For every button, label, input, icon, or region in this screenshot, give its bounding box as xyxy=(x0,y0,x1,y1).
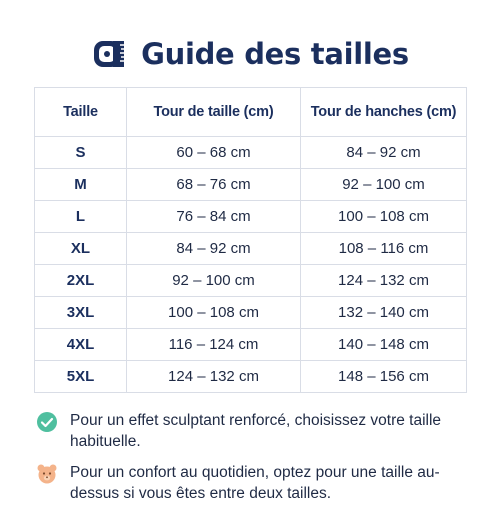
column-header-hips: Tour de hanches (cm) xyxy=(301,88,467,137)
waist-cell: 116 – 124 cm xyxy=(127,329,301,361)
check-circle-icon xyxy=(36,411,58,433)
hips-cell: 124 – 132 cm xyxy=(301,265,467,297)
column-header-waist: Tour de taille (cm) xyxy=(127,88,301,137)
size-cell: 2XL xyxy=(35,265,127,297)
size-cell: 5XL xyxy=(35,361,127,393)
table-row xyxy=(35,265,467,297)
size-advice-notes xyxy=(36,410,476,514)
waist-cell: 100 – 108 cm xyxy=(127,297,301,329)
hips-cell: 108 – 116 cm xyxy=(301,233,467,265)
page-header xyxy=(0,26,500,82)
table-header-row xyxy=(35,88,467,137)
size-cell: XL xyxy=(35,233,127,265)
page-title: Guide des tailles xyxy=(141,37,409,71)
waist-cell: 92 – 100 cm xyxy=(127,265,301,297)
table-row xyxy=(35,169,467,201)
table-row xyxy=(35,201,467,233)
table-row xyxy=(35,329,467,361)
table-row xyxy=(35,137,467,169)
table-row xyxy=(35,297,467,329)
hips-cell: 100 – 108 cm xyxy=(301,201,467,233)
waist-cell: 76 – 84 cm xyxy=(127,201,301,233)
hips-cell: 148 – 156 cm xyxy=(301,361,467,393)
hips-cell: 92 – 100 cm xyxy=(301,169,467,201)
teddy-bear-icon xyxy=(36,463,58,485)
waist-cell: 84 – 92 cm xyxy=(127,233,301,265)
note-item-sculpting xyxy=(36,410,476,452)
waist-cell: 124 – 132 cm xyxy=(127,361,301,393)
note-text: Pour un confort au quotidien, optez pour une taille au-dessus si vous êtes entre deux tailles. xyxy=(70,464,440,502)
size-cell: 3XL xyxy=(35,297,127,329)
table-row xyxy=(35,233,467,265)
size-cell: S xyxy=(35,137,127,169)
waist-cell: 68 – 76 cm xyxy=(127,169,301,201)
hips-cell: 140 – 148 cm xyxy=(301,329,467,361)
hips-cell: 132 – 140 cm xyxy=(301,297,467,329)
size-cell: M xyxy=(35,169,127,201)
note-item-comfort xyxy=(36,462,476,504)
note-text: Pour un effet sculptant renforcé, choisissez votre taille habituelle. xyxy=(70,412,442,450)
measuring-tape-icon xyxy=(91,35,129,73)
size-cell: 4XL xyxy=(35,329,127,361)
size-cell: L xyxy=(35,201,127,233)
column-header-size: Taille xyxy=(35,88,127,137)
hips-cell: 84 – 92 cm xyxy=(301,137,467,169)
size-chart-table xyxy=(34,87,467,393)
table-row xyxy=(35,361,467,393)
waist-cell: 60 – 68 cm xyxy=(127,137,301,169)
